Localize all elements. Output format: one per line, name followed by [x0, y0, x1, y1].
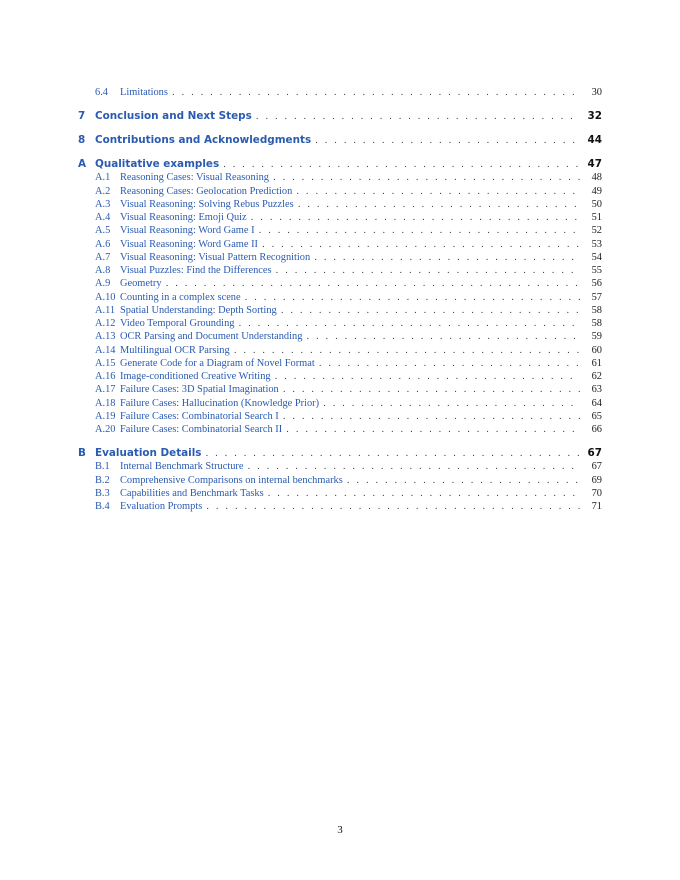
dot-leader: [275, 371, 580, 384]
dot-leader: [206, 447, 581, 461]
toc-entry-number: A.15: [95, 357, 116, 369]
toc-subsection-entry[interactable]: [78, 171, 602, 184]
toc-entry-title[interactable]: Capabilities and Benchmark Tasks: [120, 487, 264, 499]
toc-entry-number: A.3: [95, 198, 111, 210]
dot-leader: [323, 398, 580, 411]
toc-entry-page: 56: [591, 278, 602, 290]
toc-entry-title[interactable]: Counting in a complex scene: [120, 291, 241, 303]
toc-entry-title[interactable]: Geometry: [120, 278, 162, 290]
dot-leader: [248, 461, 581, 474]
toc-entry-title[interactable]: Limitations: [120, 87, 168, 98]
toc-entry-page: 70: [591, 487, 602, 499]
dot-leader: [273, 172, 580, 185]
toc-entry-number: A.9: [95, 278, 111, 290]
toc-section-page: 44: [587, 134, 602, 147]
toc-entry-number: A.2: [95, 185, 111, 197]
toc-entry-number: A.6: [95, 238, 111, 250]
toc-section-title[interactable]: Evaluation Details: [95, 447, 202, 460]
dot-leader: [286, 424, 580, 437]
dot-leader: [223, 158, 580, 172]
toc-subsection-entry[interactable]: [78, 500, 602, 513]
toc-entry-title[interactable]: Visual Reasoning: Word Game II: [120, 238, 259, 250]
toc-entry-title[interactable]: Visual Reasoning: Word Game I: [120, 225, 255, 237]
toc-entry-page: 58: [591, 318, 602, 329]
toc-entry-page: 50: [591, 198, 602, 210]
toc-entry-number: A.14: [95, 344, 116, 356]
dot-leader: [319, 358, 580, 371]
toc-entry-page: 52: [591, 225, 602, 237]
toc-subsection-entry[interactable]: [78, 423, 602, 436]
dot-leader: [314, 252, 580, 265]
toc-entry-page: 63: [591, 384, 602, 396]
toc-entry-page: 65: [591, 410, 602, 422]
toc-section-8[interactable]: [78, 133, 602, 147]
table-of-contents: [78, 86, 602, 513]
toc-entry-page: 67: [591, 461, 602, 473]
toc-section-page: 47: [587, 158, 602, 171]
toc-entry-title[interactable]: Failure Cases: Combinatorial Search I: [120, 410, 279, 422]
toc-section-number: 8: [78, 134, 86, 147]
toc-entry-page: 66: [591, 424, 602, 435]
toc-subsection-entry[interactable]: [78, 370, 602, 383]
toc-subsection-list-a: [78, 171, 602, 436]
toc-entry-number: A.1: [95, 172, 111, 184]
toc-subsection-entry[interactable]: [78, 291, 602, 304]
dot-leader: [315, 134, 580, 148]
toc-entry-page: 57: [591, 291, 602, 303]
dot-leader: [166, 278, 580, 291]
toc-entry-number: A.18: [95, 397, 116, 409]
toc-subsection-entry[interactable]: [78, 185, 602, 198]
dot-leader: [251, 212, 580, 225]
toc-subsection-entry[interactable]: [78, 383, 602, 396]
toc-entry-number: 6.4: [95, 87, 108, 98]
dot-leader: [283, 384, 580, 397]
toc-entry-title[interactable]: Spatial Understanding: Depth Sorting: [120, 304, 277, 316]
toc-entry-title[interactable]: Multilingual OCR Parsing: [120, 344, 230, 356]
toc-entry-page: 60: [591, 344, 602, 356]
toc-entry-title[interactable]: Visual Reasoning: Emoji Quiz: [120, 212, 247, 223]
toc-entry-number: B.2: [95, 474, 110, 486]
toc-entry-number: A.5: [95, 225, 111, 237]
toc-entry-number: B.4: [95, 501, 110, 512]
toc-entry-title[interactable]: Failure Cases: Hallucination (Knowledge Prior): [120, 397, 320, 409]
toc-subsection-entry[interactable]: [78, 487, 602, 500]
dot-leader: [245, 292, 580, 305]
toc-entry-number: A.11: [95, 304, 116, 316]
toc-entry-number: B.1: [95, 461, 110, 473]
toc-section-7[interactable]: [78, 109, 602, 123]
dot-leader: [259, 225, 580, 238]
dot-leader: [296, 186, 580, 199]
toc-subsection-entry[interactable]: [78, 460, 602, 473]
toc-entry-title[interactable]: OCR Parsing and Document Understanding: [120, 331, 303, 343]
toc-entry-page: 54: [591, 251, 602, 263]
toc-entry-6-4[interactable]: [78, 86, 602, 99]
toc-section-number: A: [78, 158, 87, 171]
dot-leader: [283, 411, 580, 424]
toc-section-b[interactable]: [78, 446, 602, 460]
toc-entry-number: A.13: [95, 331, 116, 343]
toc-subsection-entry[interactable]: [78, 474, 602, 487]
toc-subsection-entry[interactable]: [78, 198, 602, 211]
toc-entry-title[interactable]: Comprehensive Comparisons on internal benchmarks: [120, 474, 343, 486]
page-number: 3: [337, 824, 343, 836]
dot-leader: [298, 199, 580, 212]
toc-entry-number: B.3: [95, 487, 110, 499]
toc-entry-title[interactable]: Reasoning Cases: Visual Reasoning: [120, 172, 269, 184]
toc-subsection-entry[interactable]: [78, 397, 602, 410]
toc-section-page: 67: [587, 447, 602, 460]
dot-leader: [256, 110, 580, 124]
dot-leader: [206, 501, 580, 514]
toc-entry-title[interactable]: Reasoning Cases: Geolocation Prediction: [120, 185, 293, 197]
toc-entry-number: A.10: [95, 291, 116, 303]
toc-entry-number: A.16: [95, 371, 116, 382]
toc-section-a[interactable]: [78, 157, 602, 171]
toc-entry-page: 61: [591, 357, 602, 369]
toc-entry-page: 55: [591, 265, 602, 276]
toc-entry-number: A.19: [95, 410, 116, 422]
toc-entry-title[interactable]: Generate Code for a Diagram of Novel Format: [120, 357, 315, 369]
toc-entry-page: 48: [591, 172, 602, 184]
dot-leader: [268, 488, 580, 501]
dot-leader: [281, 305, 580, 318]
toc-section-page: 32: [587, 110, 602, 123]
dot-leader: [234, 345, 580, 358]
toc-subsection-list-b: [78, 460, 602, 513]
toc-subsection-entry[interactable]: [78, 410, 602, 423]
toc-subsection-entry[interactable]: [78, 277, 602, 290]
toc-entry-page: 30: [591, 87, 602, 98]
toc-entry-page: 69: [591, 474, 602, 486]
toc-subsection-entry[interactable]: [78, 264, 602, 277]
toc-entry-page: 59: [591, 331, 602, 343]
toc-entry-title[interactable]: Visual Puzzles: Find the Differences: [120, 265, 272, 276]
toc-entry-number: A.4: [95, 212, 111, 223]
toc-section-title[interactable]: Conclusion and Next Steps: [95, 110, 252, 123]
toc-subsection-entry[interactable]: [78, 224, 602, 237]
toc-entry-title[interactable]: Video Temporal Grounding: [120, 318, 235, 329]
toc-entry-page: 64: [591, 397, 602, 409]
toc-section-title[interactable]: Contributions and Acknowledgments: [95, 134, 312, 147]
dot-leader: [347, 475, 580, 488]
toc-entry-title[interactable]: Evaluation Prompts: [120, 501, 203, 512]
toc-entry-title[interactable]: Failure Cases: 3D Spatial Imagination: [120, 384, 279, 396]
toc-section-number: 7: [78, 110, 86, 123]
toc-subsection-entry[interactable]: [78, 211, 602, 224]
dot-leader: [172, 87, 580, 100]
toc-subsection-entry[interactable]: [78, 357, 602, 370]
dot-leader: [262, 239, 580, 252]
toc-subsection-entry[interactable]: [78, 304, 602, 317]
toc-section-number: B: [78, 447, 86, 460]
toc-entry-number: A.7: [95, 251, 111, 263]
toc-entry-title[interactable]: Image-conditioned Creative Writing: [120, 371, 271, 382]
toc-entry-page: 71: [591, 501, 602, 512]
dot-leader: [306, 331, 580, 344]
toc-entry-number: A.8: [95, 265, 111, 276]
toc-entry-number: A.12: [95, 318, 116, 329]
toc-subsection-entry[interactable]: [78, 317, 602, 330]
toc-entry-title[interactable]: Visual Reasoning: Solving Rebus Puzzles: [120, 198, 294, 210]
toc-subsection-entry[interactable]: [78, 238, 602, 251]
toc-entry-title[interactable]: Failure Cases: Combinatorial Search II: [120, 424, 283, 435]
toc-entry-page: 49: [591, 185, 602, 197]
toc-entry-title[interactable]: Internal Benchmark Structure: [120, 461, 244, 473]
toc-entry-number: A.20: [95, 424, 116, 435]
dot-leader: [238, 318, 580, 331]
toc-subsection-entry[interactable]: [78, 251, 602, 264]
dot-leader: [276, 265, 580, 278]
toc-entry-number: A.17: [95, 384, 116, 396]
toc-section-title[interactable]: Qualitative examples: [95, 158, 220, 171]
toc-entry-page: 58: [591, 304, 602, 316]
toc-subsection-entry[interactable]: [78, 344, 602, 357]
toc-entry-title[interactable]: Visual Reasoning: Visual Pattern Recognition: [120, 251, 311, 263]
toc-subsection-entry[interactable]: [78, 330, 602, 343]
toc-entry-page: 51: [591, 212, 602, 223]
toc-entry-page: 62: [591, 371, 602, 382]
toc-entry-page: 53: [591, 238, 602, 250]
